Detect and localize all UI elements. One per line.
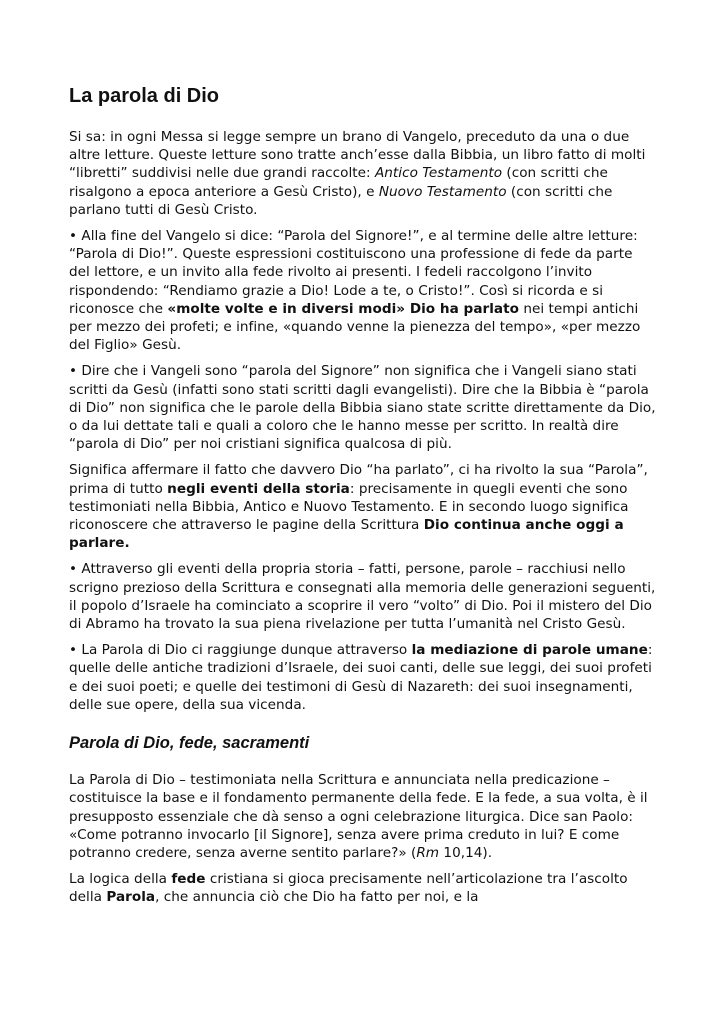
text-run: (con scritti che risalgono a epoca anteriore a Gesù Cristo), e bbox=[69, 165, 608, 200]
paragraph-intro bbox=[69, 128, 656, 219]
text-run: : quelle delle antiche tradizioni d’Israele, dei suoi canti, delle sue leggi, dei suoi profeti e dei suoi poeti; e quelle dei testimoni di Gesù di Nazareth: dei suoi insegnamenti, delle sue opere, della sua vicenda. bbox=[69, 642, 653, 713]
text-run: Significa affermare il fatto che davvero Dio “ha parlato”, ci ha rivolto la sua “Parola”, prima di tutto bbox=[69, 462, 648, 497]
bold-text: Parola bbox=[106, 889, 156, 906]
text-run: cristiana si gioca precisamente nell’articolazione tra l’ascolto della bbox=[69, 871, 628, 906]
section-heading: Parola di Dio, fede, sacramenti bbox=[69, 734, 310, 753]
text-run: nei tempi antichi per mezzo dei profeti; e infine, «quando venne la pienezza del tempo», «per mezzo del Figlio» Gesù. bbox=[69, 300, 641, 354]
text-run: , che annuncia ciò che Dio ha fatto per noi, e la bbox=[155, 889, 479, 906]
text-run: • Dire che i Vangeli sono “parola del Signore” non significa che i Vangeli siano stati scritti da Gesù (infatti sono stati scritti dagli evangelisti). Dire che la Bibbia è “parola di Dio” non significa che le parole della Bibbia siano state scritte direttamente da Dio, o da lui dettate tali e quali a coloro che le hanno messe per scritto. In realtà dire “parola di Dio” per noi cristiani significa qualcosa di più. bbox=[69, 363, 656, 453]
text-run: : precisamente in quegli eventi che sono testimoniati nella Bibbia, Antico e Nuovo Testamento. E in secondo luogo significa riconoscere che attraverso le pagine della Scrittura bbox=[69, 480, 629, 534]
text-run: 10,14). bbox=[439, 844, 493, 861]
text-run: Si sa: in ogni Messa si legge sempre un brano di Vangelo, preceduto da una o due altre letture. Queste letture sono tratte anch’esse dalla Bibbia, un libro fatto di molti “libretti” suddivisi nelle due grandi raccolte: bbox=[69, 129, 646, 182]
text-run: (con scritti che parlano tutti di Gesù Cristo. bbox=[69, 183, 613, 218]
paragraph-bullet-storia bbox=[69, 560, 656, 633]
paragraph-bullet-parola-del-signore bbox=[69, 362, 656, 453]
page-title: La parola di Dio bbox=[69, 85, 220, 107]
text-run: • Alla fine del Vangelo si dice: “Parola del Signore!”, e al termine delle altre letture: “Parola di Dio!”. Queste espressioni costituiscono una professione di fede da parte del lettore, e un invito alla fede rivolto ai presenti. I fedeli raccolgono l’invito rispondendo: “Rendiamo grazie a Dio! Lode a te, o Cristo!”. Così si ricorda e si riconosce che bbox=[69, 228, 638, 317]
bold-text: fede bbox=[171, 871, 206, 888]
text-run: La logica della bbox=[69, 871, 172, 888]
text-run: • La Parola di Dio ci raggiunge dunque attraverso bbox=[69, 642, 412, 659]
text-run: La Parola di Dio – testimoniata nella Scrittura e annunciata nella predicazione – costituisce la base e il fondamento permanente della fede. E la fede, a sua volta, è il presupposto essenziale che dà senso a ogni celebrazione liturgica. Dice san Paolo: «Come potranno invocarlo [il Signore], senza avere prima creduto in lui? E come potranno credere, senza averne sentito parlare?» ( bbox=[69, 772, 648, 861]
paragraph-logica bbox=[69, 870, 656, 906]
text-run: • Attraverso gli eventi della propria storia – fatti, persone, parole – racchiusi nello scrigno prezioso della Scrittura e consegnati alla memoria delle generazioni seguenti, il popolo d’Israele ha cominciato a scoprire il vero “volto” di Dio. Poi il mistero del Dio di Abramo ha trovato la sua piena rivelazione per tutta l’umanità nel Cristo Gesù. bbox=[69, 561, 656, 633]
italic-text: Antico Testamento bbox=[374, 165, 503, 182]
paragraph-bullet-vangelo bbox=[69, 227, 656, 354]
bold-text: negli eventi della storia bbox=[167, 480, 350, 497]
paragraph-fede bbox=[69, 771, 656, 862]
italic-text: Rm bbox=[416, 844, 440, 861]
paragraph-significa bbox=[69, 461, 656, 552]
paragraph-bullet-mediazione bbox=[69, 641, 656, 714]
bold-text: la mediazione di parole umane bbox=[411, 642, 648, 659]
bold-text: Dio continua anche oggi a parlare. bbox=[69, 517, 624, 552]
bold-text: «molte volte e in diversi modi» Dio ha parlato bbox=[167, 300, 519, 317]
italic-text: Nuovo Testamento bbox=[378, 183, 507, 200]
